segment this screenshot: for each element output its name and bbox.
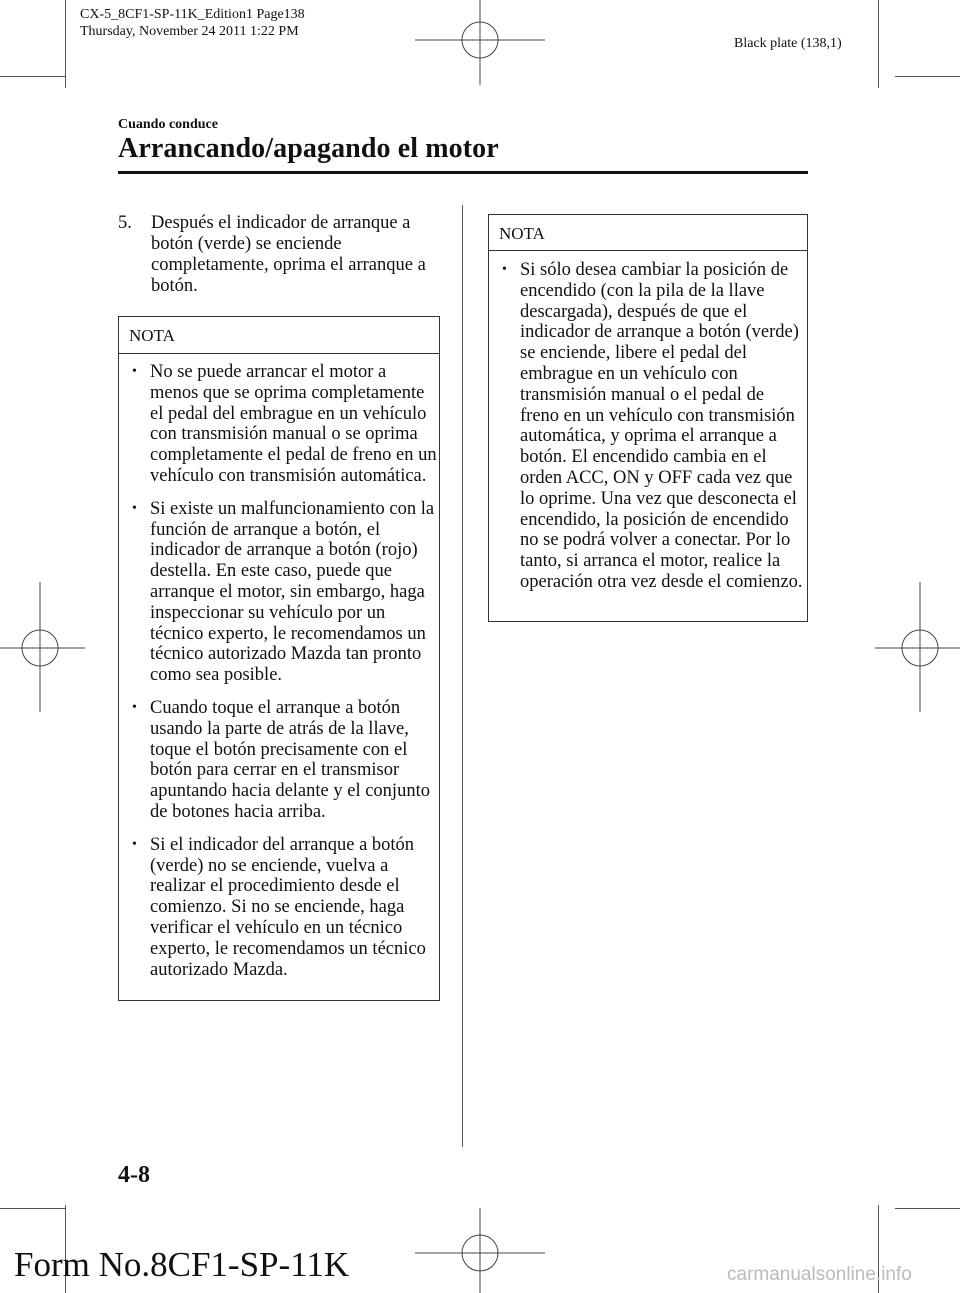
print-date-line: Thursday, November 24 2011 1:22 PM <box>80 24 299 39</box>
note-item: • Si sólo desea cambiar la posición de encendido (con la pila de la llave descargada), después de que el indicador de arranque a botón (verde) se enciende, libere el pedal del embrague en un vehículo con transmisión manual o el pedal de freno en un vehículo con transmisión automática, y oprima el arranque a botón. El encendido cambia en el orden ACC, ON y OFF cada vez que lo oprime. Una vez que desconecta el encendido, la posición de encendido no se podrá volver a conectar. Por lo tanto, si arranca el motor, realice la operación otra vez desde el comienzo. <box>502 260 803 592</box>
step-text: Después el indicador de arranque a botón (verde) se enciende completamente, oprima el arranque a botón. <box>151 213 426 296</box>
column-divider <box>462 205 463 1147</box>
step-5 <box>118 213 448 297</box>
bullet-icon: • <box>132 836 137 852</box>
plate-label: Black plate (138,1) <box>734 36 842 51</box>
bullet-icon: • <box>132 364 137 379</box>
watermark: carmanualsonline.info <box>727 1264 912 1285</box>
note-item: • No se puede arrancar el motor a menos que se oprima completamente el pedal del embrague en un vehículo con transmisión manual o se oprima completamente el pedal de freno en un vehículo con transmisión automática. <box>132 362 437 486</box>
note-list <box>119 354 439 980</box>
note-box-left <box>118 316 440 1001</box>
note-item: • Si existe un malfuncionamiento con la función de arranque a botón, el indicador de arranque a botón (rojo) destella. En este caso, puede que arranque el motor, sin embargo, haga inspeccionar su vehículo por un técnico experto, le recomendamos un técnico autorizado Mazda tan pronto como sea posible. <box>132 498 435 686</box>
note-heading: NOTA <box>119 317 439 354</box>
note-list <box>489 251 807 593</box>
page-title: Arrancando/apagando el motor <box>118 133 499 164</box>
note-item: • Cuando toque el arranque a botón usando la parte de atrás de la llave, toque el botón precisamente con el botón para cerrar en el transmisor apuntando hacia delante y el conjunto de botones hacia arriba. <box>132 697 430 822</box>
bullet-icon: • <box>132 699 137 715</box>
bullet-icon: • <box>502 262 507 277</box>
page-number: 4-8 <box>118 1162 150 1188</box>
note-item: • Si el indicador del arranque a botón (verde) no se enciende, vuelva a realizar el procedimiento desde el comienzo. Si no se enciende, haga verificar el vehículo en un técnico experto, le recomendamos un técnico autorizado Mazda. <box>132 834 426 980</box>
section-label: Cuando conduce <box>118 117 218 132</box>
note-box-right <box>488 214 808 622</box>
print-job-line: CX-5_8CF1-SP-11K_Edition1 Page138 <box>80 7 305 22</box>
title-rule <box>118 171 808 174</box>
bullet-icon: • <box>132 500 137 516</box>
form-number: Form No.8CF1-SP-11K <box>14 1245 350 1284</box>
step-number: 5. <box>118 213 132 233</box>
note-heading: NOTA <box>489 215 807 251</box>
